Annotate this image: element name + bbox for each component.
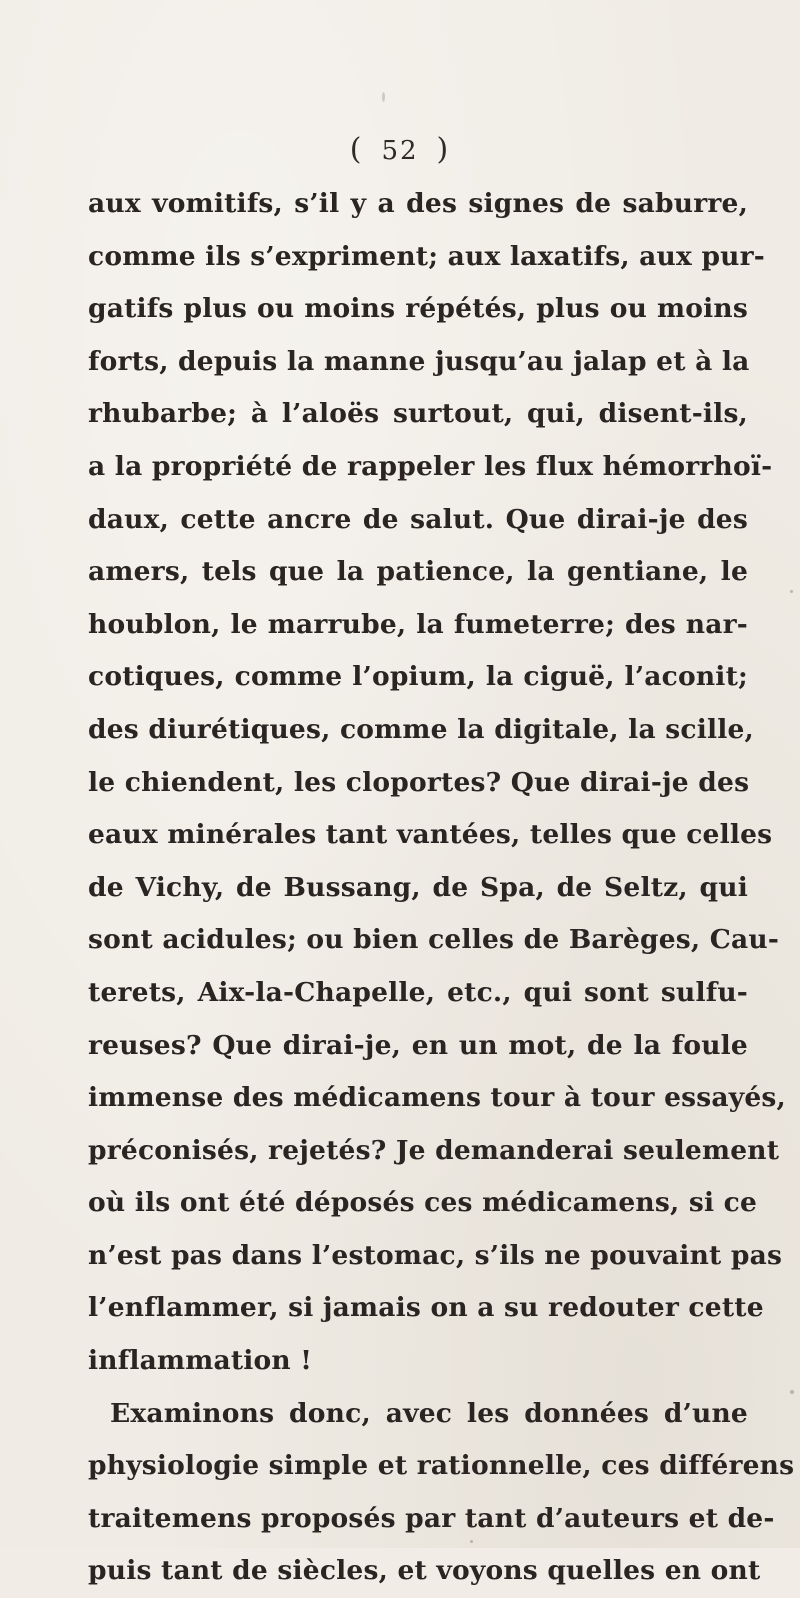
text-line-23: inflammation ! xyxy=(88,1345,313,1377)
text-line-13: eaux minérales tant vantées, telles que celles xyxy=(88,819,773,851)
text-line-20: où ils ont été déposés ces médicamens, si ce xyxy=(88,1187,758,1219)
text-line-15: sont acidules; ou bien celles de Barèges, Cau- xyxy=(88,924,780,956)
text-line-18: immense des médicamens tour à tour essayés, xyxy=(88,1082,786,1114)
page-number xyxy=(0,132,800,167)
text-line-8: amers, tels que la patience, la gentiane, le xyxy=(88,556,748,588)
text-line-21: n’est pas dans l’estomac, s’ils ne pouvaint pas xyxy=(88,1239,783,1271)
paper-speck xyxy=(790,1390,794,1394)
text-line-19: préconisés, rejetés? Je demanderai seulement xyxy=(88,1134,780,1166)
text-line-6: a la propriété de rappeler les flux hémorrhoï- xyxy=(88,450,773,482)
page-number-value: 52 xyxy=(381,136,419,166)
body-text xyxy=(88,178,795,1598)
text-line-12: le chiendent, les cloportes? Que dirai-je des xyxy=(88,766,750,798)
text-line-24: Examinons donc, avec les données d’une xyxy=(110,1397,748,1429)
paper-speck xyxy=(382,92,385,102)
text-line-3: gatifs plus ou moins répétés, plus ou moins xyxy=(88,293,748,325)
page-number-close-paren: ) xyxy=(436,132,451,167)
text-line-1: aux vomitifs, s’il y a des signes de saburre, xyxy=(88,188,748,219)
page-number-open-paren: ( xyxy=(349,132,364,167)
text-line-26: traitemens proposés par tant d’auteurs et de- xyxy=(88,1502,775,1534)
text-line-16: terets, Aix-la-Chapelle, etc., qui sont sulfu- xyxy=(88,976,748,1008)
text-line-5: rhubarbe; à l’aloës surtout, qui, disent-ils, xyxy=(88,398,748,430)
paper-speck xyxy=(790,590,793,593)
text-line-27: puis tant de siècles, et voyons quelles en ont xyxy=(88,1555,761,1587)
text-line-11: des diurétiques, comme la digitale, la scille, xyxy=(88,713,754,745)
text-line-25: physiologie simple et rationnelle, ces différens xyxy=(88,1450,795,1482)
text-line-22: l’enflammer, si jamais on a su redouter cette xyxy=(88,1292,764,1324)
text-line-14: de Vichy, de Bussang, de Spa, de Seltz, qui xyxy=(88,871,748,903)
text-line-10: cotiques, comme l’opium, la ciguë, l’aconit; xyxy=(88,661,748,693)
text-line-7: daux, cette ancre de salut. Que dirai-je des xyxy=(88,503,748,535)
text-line-17: reuses? Que dirai-je, en un mot, de la foule xyxy=(88,1029,748,1061)
paper-speck xyxy=(470,1540,473,1543)
text-line-9: houblon, le marrube, la fumeterre; des nar- xyxy=(88,608,748,640)
text-line-2: comme ils s’expriment; aux laxatifs, aux pur- xyxy=(88,240,765,272)
text-line-4: forts, depuis la manne jusqu’au jalap et à la xyxy=(88,345,750,377)
